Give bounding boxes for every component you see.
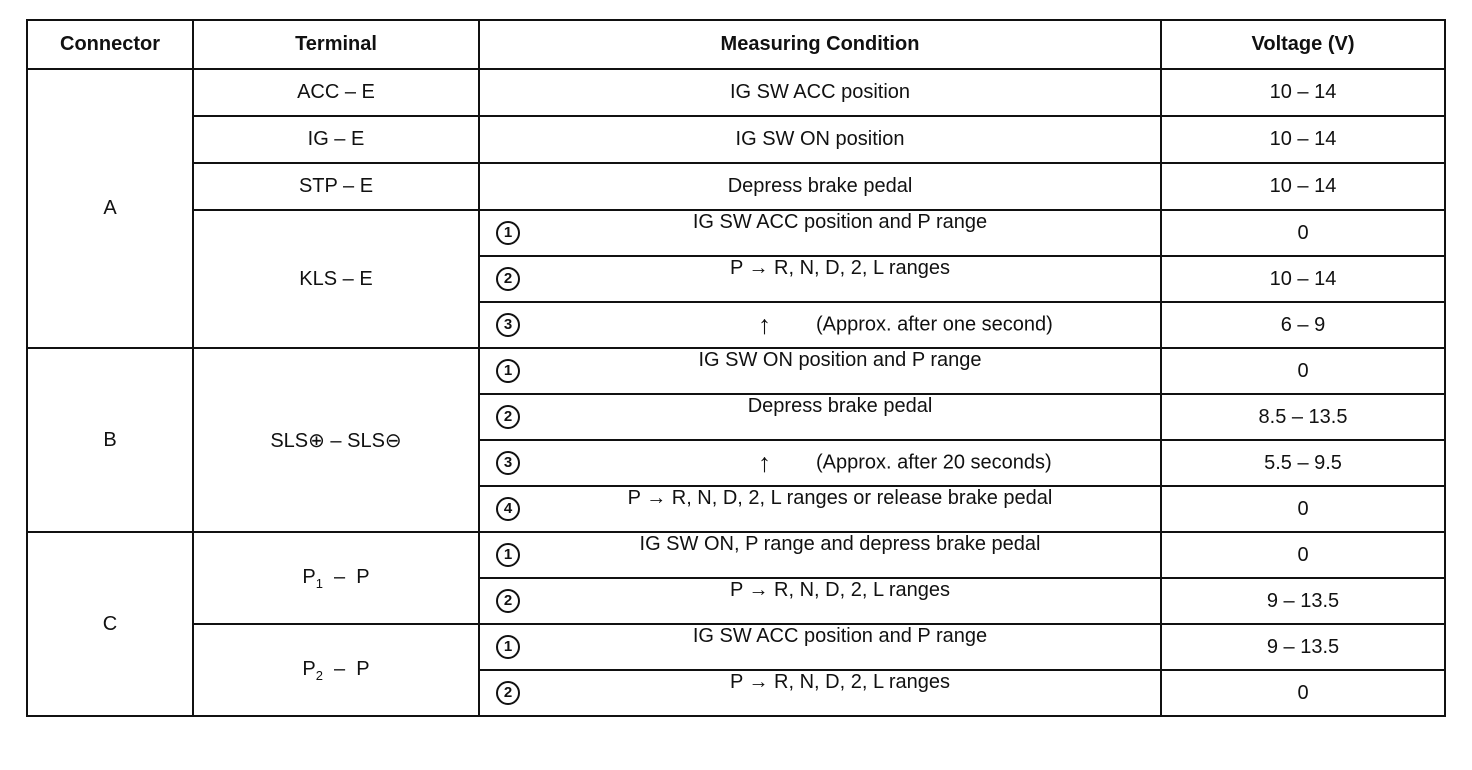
arrow-up-icon: ↑ xyxy=(758,447,771,478)
connector-a: A xyxy=(27,69,193,348)
condition-cell xyxy=(479,394,1161,440)
condition-cell xyxy=(479,486,1161,532)
condition-text: P → R, N, D, 2, L ranges xyxy=(729,579,951,601)
condition-cell: IG SW ON position xyxy=(479,116,1161,163)
header-voltage: Voltage (V) xyxy=(1161,20,1445,69)
condition-text: P → R, N, D, 2, L ranges xyxy=(729,257,951,279)
terminal-p2 xyxy=(193,624,479,716)
terminal-p1-rest: – P xyxy=(322,565,370,588)
condition-text: IG SW ACC position and P range xyxy=(692,211,988,233)
step-number-badge: 3 xyxy=(496,313,520,337)
voltage-cell: 6 – 9 xyxy=(1161,302,1445,348)
connector-b: B xyxy=(27,348,193,532)
terminal-p2-rest: – P xyxy=(322,657,370,680)
terminal-stp: STP – E xyxy=(193,163,479,210)
step-number-badge: 2 xyxy=(496,267,520,291)
terminal-p1-main: P xyxy=(302,565,316,588)
terminal-acc: ACC – E xyxy=(193,69,479,116)
header-condition: Measuring Condition xyxy=(479,20,1161,69)
voltage-cell: 9 – 13.5 xyxy=(1161,578,1445,624)
step-number-badge: 2 xyxy=(496,681,520,705)
condition-cell: Depress brake pedal xyxy=(479,163,1161,210)
condition-cell: IG SW ACC position xyxy=(479,69,1161,116)
step-number-badge: 2 xyxy=(496,405,520,429)
condition-text: Depress brake pedal xyxy=(747,395,933,417)
voltage-cell: 5.5 – 9.5 xyxy=(1161,440,1445,486)
connector-c: C xyxy=(27,532,193,716)
terminal-sls: SLS⊕ – SLS⊖ xyxy=(193,348,479,532)
table-row xyxy=(27,69,1445,116)
voltage-spec-table xyxy=(26,19,1446,717)
table-row xyxy=(27,210,1445,256)
voltage-cell: 10 – 14 xyxy=(1161,69,1445,116)
step-number-badge: 4 xyxy=(496,497,520,521)
step-number-badge: 3 xyxy=(496,451,520,475)
condition-text: P → R, N, D, 2, L ranges xyxy=(729,671,951,693)
voltage-cell: 10 – 14 xyxy=(1161,163,1445,210)
condition-text: P → R, N, D, 2, L ranges or release brake pedal xyxy=(627,487,1053,509)
table-row xyxy=(27,116,1445,163)
voltage-cell: 10 – 14 xyxy=(1161,116,1445,163)
voltage-cell: 8.5 – 13.5 xyxy=(1161,394,1445,440)
condition-text: IG SW ON, P range and depress brake pedal xyxy=(639,533,1041,555)
terminal-p1 xyxy=(193,532,479,624)
condition-cell xyxy=(479,578,1161,624)
condition-cell xyxy=(479,210,1161,256)
step-number-badge: 1 xyxy=(496,359,520,383)
header-connector: Connector xyxy=(27,20,193,69)
table-row xyxy=(27,348,1445,394)
condition-text: IG SW ON position and P range xyxy=(698,349,982,371)
voltage-cell: 10 – 14 xyxy=(1161,256,1445,302)
voltage-cell: 0 xyxy=(1161,670,1445,716)
voltage-cell: 9 – 13.5 xyxy=(1161,624,1445,670)
table-row xyxy=(27,532,1445,578)
condition-cell xyxy=(479,302,1161,348)
condition-text: (Approx. after 20 seconds) xyxy=(816,451,1052,474)
terminal-p2-sub: 2 xyxy=(315,667,323,683)
condition-cell xyxy=(479,670,1161,716)
condition-cell xyxy=(479,440,1161,486)
terminal-p2-main: P xyxy=(302,657,316,680)
terminal-p1-sub: 1 xyxy=(315,575,323,591)
header-row xyxy=(27,20,1445,69)
terminal-ig: IG – E xyxy=(193,116,479,163)
table-row xyxy=(27,624,1445,670)
voltage-cell: 0 xyxy=(1161,348,1445,394)
condition-cell xyxy=(479,348,1161,394)
step-number-badge: 1 xyxy=(496,635,520,659)
step-number-badge: 1 xyxy=(496,221,520,245)
terminal-kls: KLS – E xyxy=(193,210,479,348)
arrow-up-icon: ↑ xyxy=(758,309,771,340)
step-number-badge: 2 xyxy=(496,589,520,613)
condition-cell xyxy=(479,256,1161,302)
voltage-cell: 0 xyxy=(1161,486,1445,532)
condition-cell xyxy=(479,624,1161,670)
condition-text: IG SW ACC position and P range xyxy=(692,625,988,647)
step-number-badge: 1 xyxy=(496,543,520,567)
table-row xyxy=(27,163,1445,210)
voltage-cell: 0 xyxy=(1161,210,1445,256)
condition-cell xyxy=(479,532,1161,578)
header-terminal: Terminal xyxy=(193,20,479,69)
condition-text: (Approx. after one second) xyxy=(816,313,1053,336)
voltage-cell: 0 xyxy=(1161,532,1445,578)
